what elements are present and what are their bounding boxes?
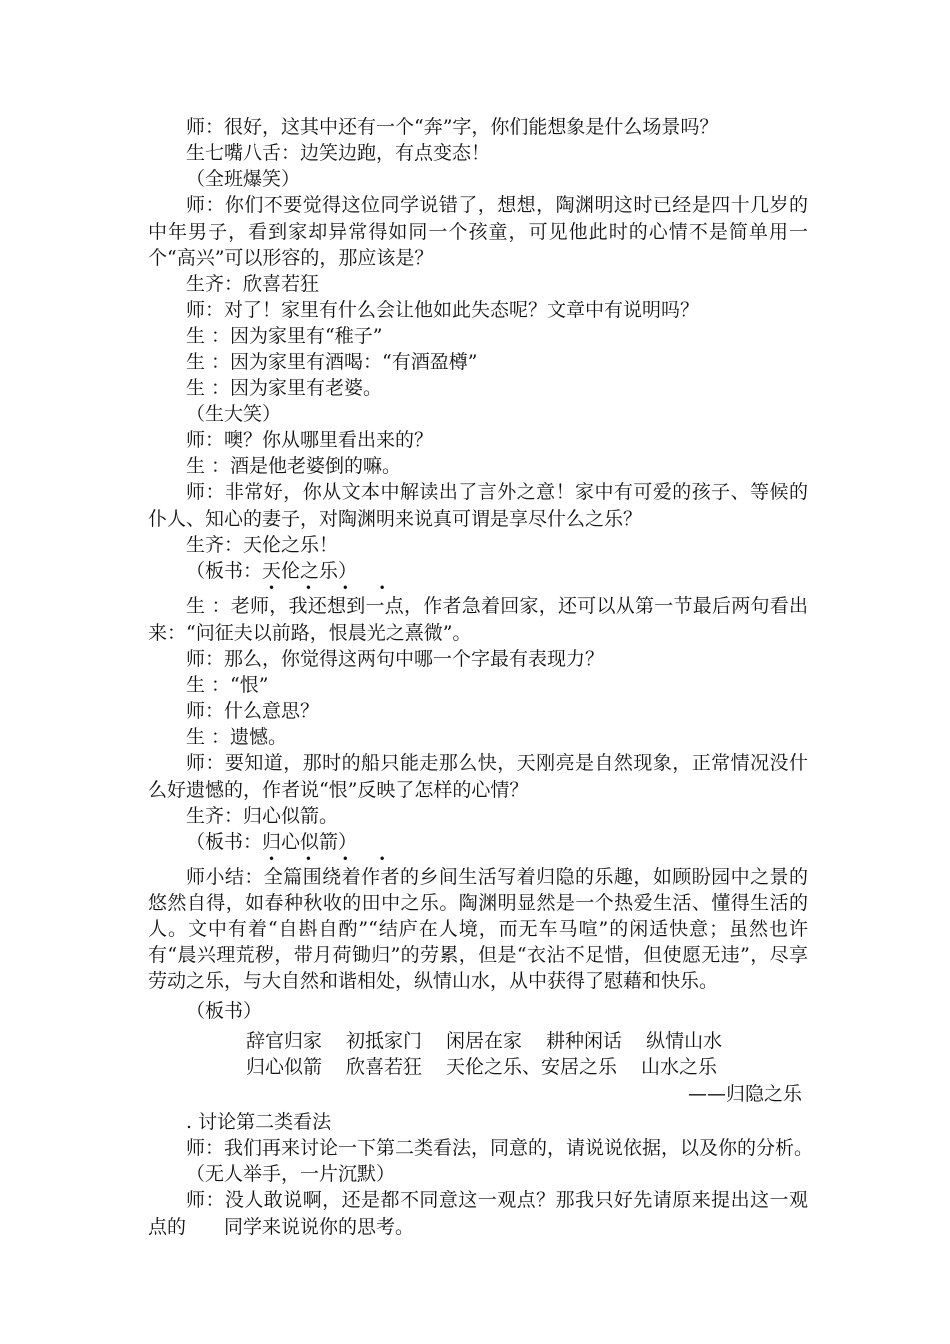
- board-item: 闲居在家: [446, 1030, 523, 1052]
- board-note-prefix: （板书：: [186, 560, 263, 582]
- board-item: 初抵家门: [346, 1030, 423, 1052]
- board-item: 欣喜若狂: [346, 1056, 423, 1078]
- paragraph: 师：很好，这其中还有一个“奔”字，你们能想象是什么场景吗？: [186, 116, 719, 138]
- board-note-suffix: ）: [338, 831, 358, 853]
- paragraph: 师：非常好，你从文本中解读出了言外之意！家中有可爱的孩子、等候的仆人、知心的妻子，对陶渊明来说真可谓是享尽什么之乐？: [148, 481, 808, 530]
- paragraph: 生 ：因为家里有酒喝：“有酒盈樽”: [186, 351, 478, 373]
- paragraph: 生齐：归心似箭。: [186, 805, 339, 827]
- summary-paragraph: 师小结：全篇围绕着作者的乡间生活写着归隐的乐趣，如顾盼园中之景的悠然自得，如春种秋收的田中之乐。陶渊明显然是一个热爱生活、懂得生活的人。文中有着“自斟自酌”“结庐在人境，而无车马喧”的闲适快意；虽然也许有“晨兴理荒秽，带月荷锄归”的劳累，但是“衣沾不足惜，但使愿无违”，尽享劳动之乐，与大自然和谐相处，纵情山水，从中获得了慰藉和快乐。: [148, 866, 808, 992]
- board-item: 纵情山水: [646, 1030, 723, 1052]
- paragraph: 师：噢？你从哪里看出来的？: [186, 429, 434, 451]
- board-item: 天伦之乐、安居之乐: [446, 1056, 618, 1078]
- emphasis-dots: • • • •: [268, 581, 399, 595]
- paragraph: 生齐：欣喜若狂: [186, 273, 320, 295]
- board-note-emphasis: 天伦之乐: [262, 560, 339, 582]
- stage-note: （生大笑）: [186, 403, 282, 425]
- board-item: 辞官归家: [246, 1030, 323, 1052]
- board-item: 归心似箭: [246, 1056, 323, 1078]
- board-signature: ——归隐之乐: [687, 1083, 802, 1105]
- paragraph: 师：没人敢说啊，还是都不同意这一观点？那我只好先请原来提出这一观点的 同学来说说你的思考。: [148, 1189, 808, 1238]
- paragraph: 生 ：老师，我还想到一点，作者急着回家，还可以从第一节最后两句看出来：“问征夫以前路，恨晨光之熹微”。: [148, 595, 808, 644]
- board-note: [148, 829, 808, 856]
- paragraph: 师：要知道，那时的船只能走那么快，天刚亮是自然现象，正常情况没什么好遗憾的，作者说“恨”反映了怎样的心情？: [148, 752, 808, 801]
- paragraph: 生 ：遗憾。: [186, 726, 288, 748]
- paragraph: 生齐：天伦之乐！: [186, 534, 339, 556]
- paragraph: 师：你们不要觉得这位同学说错了，想想，陶渊明这时已经是四十几岁的中年男子，看到家却异常得如同一个孩童，可见他此时的心情不是简单用一个“高兴”可以形容的，那应该是？: [148, 194, 808, 269]
- stage-note: （无人举手，一片沉默）: [186, 1163, 396, 1185]
- stage-note: （全班爆笑）: [186, 168, 301, 190]
- paragraph: 师：对了！家里有什么会让他如此失态呢？文章中有说明吗？: [186, 299, 700, 321]
- board-heading: （板书）: [186, 1000, 263, 1022]
- paragraph: 生 ：因为家里有老婆。: [186, 377, 383, 399]
- paragraph: 生 ：酒是他老婆倒的嘛。: [186, 455, 402, 477]
- board-item: 山水之乐: [641, 1056, 718, 1078]
- board-note-suffix: ）: [338, 560, 358, 582]
- board-item: 耕种闲话: [546, 1030, 623, 1052]
- paragraph: 生七嘴八舌：边笑边跑，有点变态！: [186, 142, 491, 164]
- board-row-2: [246, 1052, 741, 1079]
- board-note-prefix: （板书：: [186, 831, 263, 853]
- board-note: [148, 558, 808, 585]
- board-note-emphasis: 归心似箭: [262, 831, 339, 853]
- paragraph: 师：那么，你觉得这两句中哪一个字最有表现力？: [186, 648, 605, 670]
- paragraph: 生 ：因为家里有“稚子”: [186, 325, 383, 347]
- emphasis-dots: • • • •: [268, 852, 399, 866]
- paragraph: 师：我们再来讨论一下第二类看法，同意的，请说说依据，以及你的分析。: [186, 1137, 814, 1159]
- paragraph: 师：什么意思？: [186, 700, 320, 722]
- paragraph: 生 ：“恨”: [186, 674, 269, 696]
- section-heading: . 讨论第二类看法: [186, 1111, 332, 1133]
- board-row-1: [246, 1026, 746, 1053]
